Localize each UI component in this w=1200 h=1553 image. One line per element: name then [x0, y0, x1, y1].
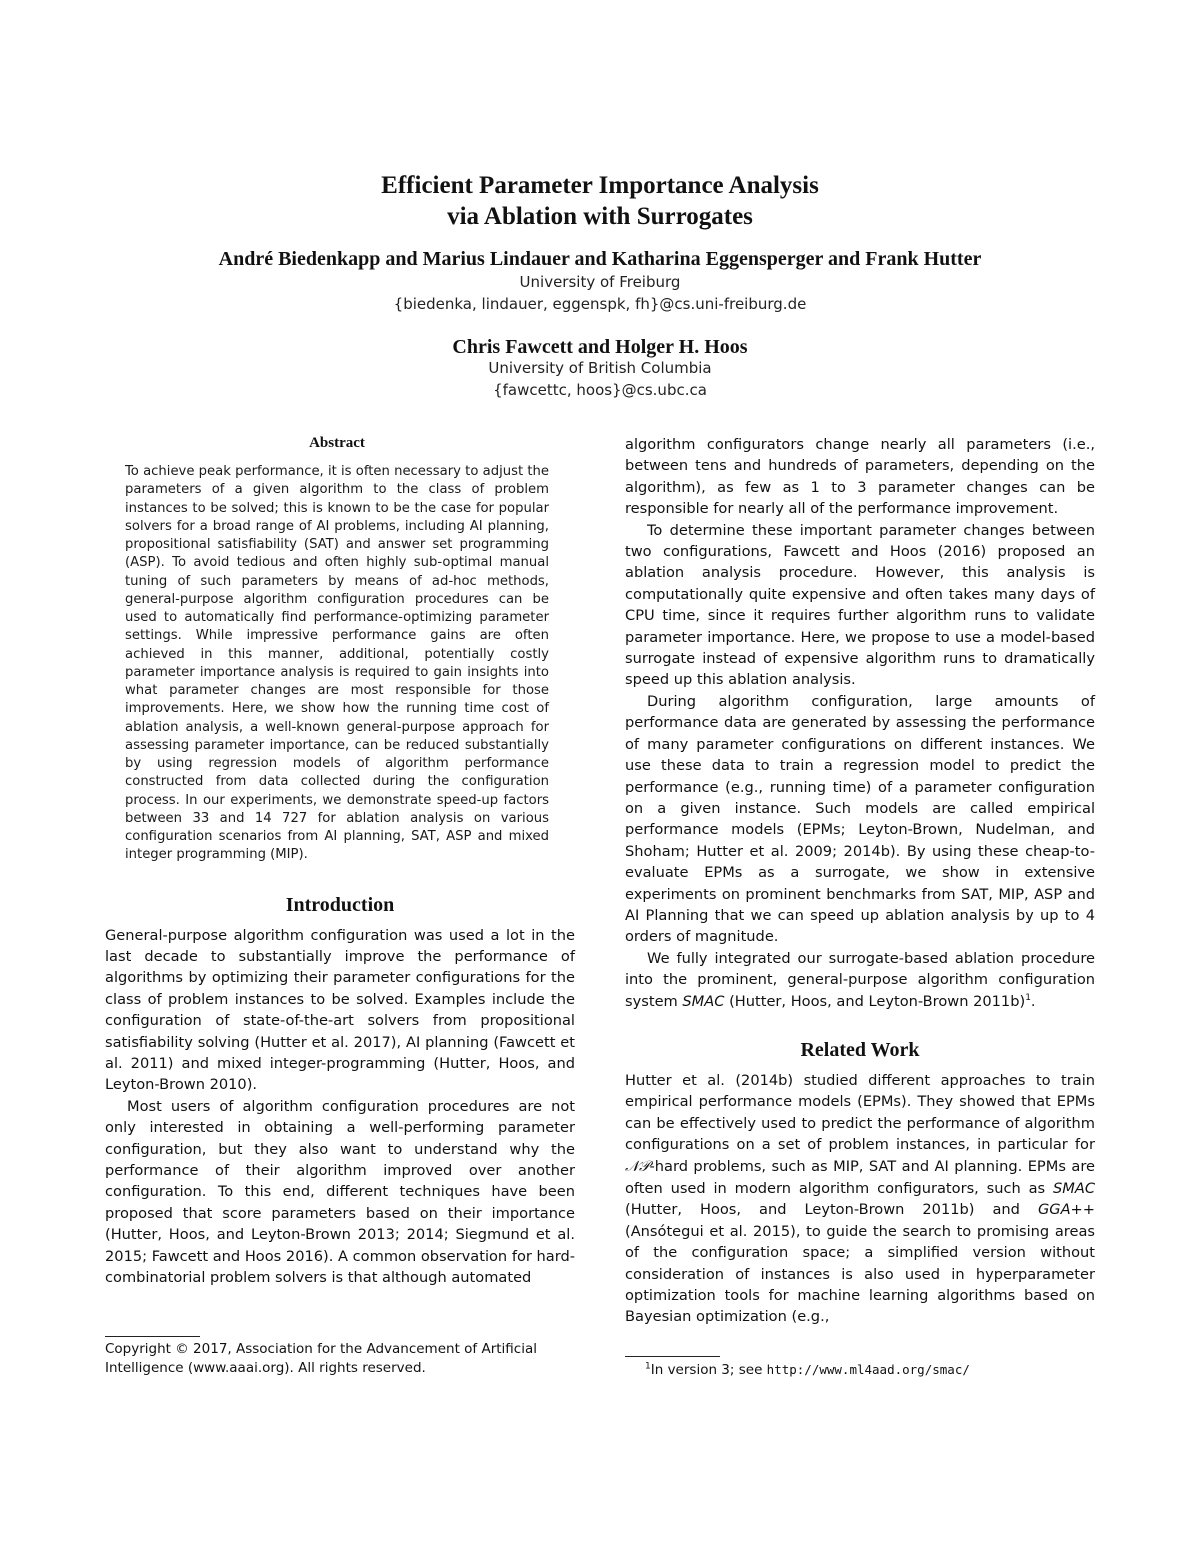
emails-2: {fawcettc, hoos}@cs.ubc.ca: [493, 381, 707, 399]
emails-1: {biedenka, lindauer, eggenspk, fh}@cs.uni-freiburg.de: [393, 295, 807, 313]
footnote-1-text: In version 3; see: [650, 1362, 763, 1378]
footnote-1: [645, 1360, 1095, 1380]
intro-paragraph-1: General-purpose algorithm configuration was used a lot in the last decade to substantially improve the performance of algorithms by optimizing their parameter configurations for the class of problem instances to be solved. Examples include the configuration of state-of-the-art solvers from propositional satisfiability solving (Hutter et al. 2017), AI planning (Fawcett et al. 2011) and mixed integer-programming (Hutter, Hoos, and Leyton-Brown 2010).: [105, 926, 575, 1094]
affiliation-1: University of Freiburg: [519, 273, 681, 291]
footnote-rule-left: [105, 1336, 200, 1337]
affiliation-2: University of British Columbia: [488, 359, 712, 377]
intro-paragraph-3: To determine these important parameter changes between two configurations, Fawcett and Hoos (2016) proposed an ablation analysis procedure. However, this analysis is computationally quite expensive and often takes many days of CPU time, since it requires further algorithm runs to validate parameter importance. Here, we propose to use a model-based surrogate instead of expensive algorithm runs to dramatically speed up this ablation analysis.: [625, 521, 1095, 689]
footnote-rule-right: [625, 1356, 720, 1357]
intro-paragraph-2: Most users of algorithm configuration procedures are not only interested in obtaining a well-performing parameter configuration, but they also want to understand why the performance of their algorithm improved over another configuration. To this end, different techniques have been proposed that score parameters based on their importance (Hutter, Hoos, and Leyton-Brown 2013; 2014; Siegmund et al. 2015; Fawcett and Hoos 2016). A common observation for hard-combinatorial problem solvers is that although automated: [105, 1097, 575, 1286]
copyright-notice: Copyright © 2017, Association for the Advancement of Artificial Intelligence (www.aaai.org). All rights reserved.: [105, 1341, 537, 1376]
intro-paragraph-5: [625, 948, 1095, 1012]
p5-text-a: We fully integrated our surrogate-based ablation procedure into the prominent, general-purpose algorithm configuration system: [625, 949, 1095, 1010]
related-work-paragraph: [625, 1070, 1095, 1328]
rw-text-3: (Hutter, Hoos, and Leyton-Brown 2011b) and: [625, 1201, 1020, 1219]
author-list-1: André Biedenkapp and Marius Lindauer and Katharina Eggensperger and Frank Hutter: [218, 248, 982, 270]
author-list-2: Chris Fawcett and Holger H. Hoos: [452, 336, 748, 358]
np-symbol: 𝒩𝒫: [625, 1158, 650, 1175]
introduction-heading: Introduction: [285, 893, 395, 916]
title-line-1: Efficient Parameter Importance Analysis: [381, 172, 819, 199]
smac-name: SMAC: [682, 992, 725, 1010]
abstract-heading: Abstract: [309, 435, 365, 451]
intro-paragraph-4: During algorithm configuration, large amounts of performance data are generated by assessing the performance of many parameter configurations on different instances. We use these data to train a regression model to predict the performance (e.g., running time) of a parameter configuration on a given instance. Such models are called empirical performance models (EPMs; Leyton-Brown, Nudelman, and Shoham; Hutter et al. 2009; 2014b). By using these cheap-to-evaluate EPMs as a surrogate, we show in extensive experiments on prominent benchmarks from SAT, MIP, ASP and AI Planning that we can speed up ablation analysis by up to 4 orders of magnitude.: [625, 692, 1095, 946]
footnote-marker-1: 1: [1025, 992, 1031, 1003]
smac-name-2: SMAC: [1052, 1180, 1096, 1197]
rw-text-2: -hard problems, such as MIP, SAT and AI planning. EPMs are often used in modern algorithm configurators, such as: [625, 1157, 1095, 1197]
related-work-heading: Related Work: [800, 1038, 920, 1061]
smac-url[interactable]: http://www.ml4aad.org/smac/: [766, 1362, 970, 1377]
abstract-text: To achieve peak performance, it is often necessary to adjust the parameters of a given algorithm to the class of problem instances to be solved; this is known to be the case for popular solvers for a broad range of AI problems, including AI planning, propositional satisfiability (SAT) and answer set programming (ASP). To avoid tedious and often highly sub-optimal manual tuning of such parameters by means of ad-hoc methods, general-purpose algorithm configuration procedures can be used to automatically find performance-optimizing parameter settings. While impressive performance gains are often achieved in this manner, additional, potentially costly parameter importance analysis is required to gain insights into what parameter changes are most responsible for those improvements. Here, we show how the running time cost of ablation analysis, a well-known general-purpose approach for assessing parameter importance, can be reduced substantially by using regression models of algorithm performance constructed from data collected during the configuration process. In our experiments, we demonstrate speed-up factors between 33 and 14 727 for ablation analysis on various configuration scenarios from AI planning, SAT, ASP and mixed integer programming (MIP).: [125, 464, 549, 863]
gga-name: GGA++: [1037, 1201, 1096, 1219]
footnote-1-mark: 1: [645, 1361, 651, 1372]
p5-text-b: (Hutter, Hoos, and Leyton-Brown 2011b): [729, 992, 1026, 1010]
rw-text-1: Hutter et al. (2014b) studied different approaches to train empirical performance models (EPMs). They showed that EPMs can be effectively used to predict the performance of algorithm configurations on a set of problem instances, in particular for: [625, 1071, 1095, 1154]
intro-paragraph-2-cont: algorithm configurators change nearly all parameters (i.e., between tens and hundreds of parameters, depending on the algorithm), as few as 1 to 3 parameter changes can be responsible for nearly all of the performance improvement.: [625, 436, 1095, 518]
right-column: [625, 434, 1095, 1328]
paper-title: [0, 170, 1200, 232]
abstract-block: [105, 433, 575, 865]
rw-text-4: (Ansótegui et al. 2015), to guide the search to promising areas of the configuration space; a simplified version without consideration of instances is also used in hyperparameter optimization tools for machine learning algorithms based on Bayesian optimization (e.g.,: [625, 1222, 1095, 1326]
p5-end: .: [1030, 992, 1036, 1010]
title-line-2: via Ablation with Surrogates: [447, 203, 753, 230]
left-column: [105, 433, 575, 1288]
